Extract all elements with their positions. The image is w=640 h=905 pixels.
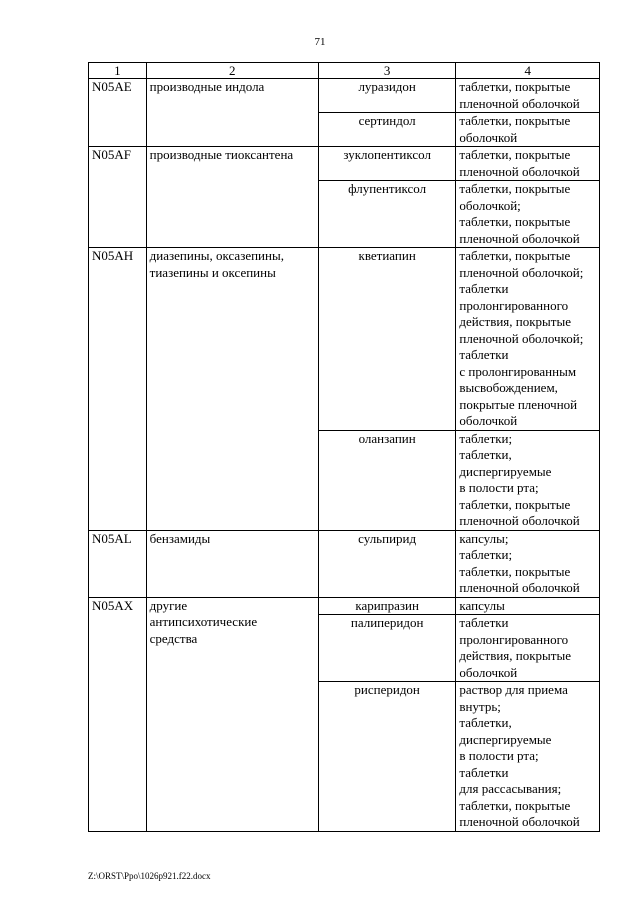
header-col-4: 4 [456,63,600,79]
dosage-form-line: капсулы [459,597,505,613]
drug-name-cell: зуклопентиксол [318,147,456,181]
dosage-form-line: покрытые пленочной [459,396,578,412]
dosage-form-line: в полости рта; [459,480,539,495]
table-header-row [89,63,600,79]
dosage-form-line: диспергируемые [459,731,552,747]
group-name-line: бензамиды [149,530,211,546]
dosage-form-line: таблетки, покрытые [459,496,571,512]
dosage-form-line: пленочной оболочкой [459,95,580,111]
header-col-3: 3 [318,63,456,79]
atc-code-cell: N05AE [89,79,147,147]
drug-name-cell: сульпирид [318,530,456,597]
group-name-line: средства [149,630,198,646]
dosage-form-line: действия, покрытые [459,314,571,329]
header-col-1: 1 [89,63,147,79]
dosage-form-cell [456,682,600,832]
drug-name-cell: кветиапин [318,248,456,431]
dosage-form-cell [456,181,600,248]
dosage-form-cell [456,248,600,431]
drug-name-cell: оланзапин [318,430,456,530]
atc-code-cell: N05AX [89,597,147,831]
drug-name-cell: палиперидон [318,615,456,682]
dosage-form-line: таблетки [459,764,509,780]
group-name-line: производные индола [149,79,265,94]
group-name-line: производные тиоксантена [149,147,294,162]
drug-name-cell: рисперидон [318,682,456,832]
group-name-cell [146,147,318,248]
dosage-form-line: оболочкой; [459,197,521,213]
drug-name-cell: карипразин [318,597,456,615]
dosage-form-line: таблетки, покрытые [459,248,571,263]
dosage-form-cell [456,430,600,530]
group-name-line: антипсихотические [149,614,258,629]
dosage-form-line: пленочной оболочкой; [459,330,584,346]
dosage-form-line: пленочной оболочкой [459,814,580,829]
table-row [89,530,600,597]
table-row [89,597,600,615]
dosage-form-line: пленочной оболочкой [459,163,580,179]
dosage-form-line: действия, покрытые [459,648,571,663]
dosage-form-cell [456,79,600,113]
group-name-cell [146,248,318,531]
dosage-form-line: с пролонгированным [459,363,577,379]
dosage-form-cell [456,530,600,597]
dosage-form-line: таблетки [459,347,509,362]
group-name-line: тиазепины и оксепины [149,264,276,280]
header-col-2: 2 [146,63,318,79]
dosage-form-line: пленочной оболочкой [459,513,580,528]
group-name-line: другие [149,597,188,613]
dosage-form-line: оболочкой [459,413,518,428]
atc-code-cell: N05AF [89,147,147,248]
dosage-form-cell [456,147,600,181]
dosage-form-line: капсулы; [459,530,509,546]
dosage-form-line: пролонгированного [459,297,569,313]
atc-code-cell: N05AL [89,530,147,597]
dosage-form-line: раствор для приема [459,682,568,697]
dosage-form-line: таблетки, [459,447,512,462]
group-name-cell [146,79,318,147]
drug-name-cell: сертиндол [318,113,456,147]
dosage-form-line: таблетки, покрытые [459,563,571,579]
dosage-form-line: диспергируемые [459,463,552,479]
dosage-form-line: таблетки, покрытые [459,181,571,196]
dosage-form-cell [456,597,600,615]
table-row [89,79,600,113]
dosage-form-line: оболочкой [459,664,518,680]
dosage-form-line: таблетки, покрытые [459,147,571,162]
dosage-form-line: пленочной оболочкой [459,230,580,246]
dosage-form-line: пролонгированного [459,631,569,647]
dosage-form-line: таблетки, [459,715,512,730]
dosage-form-line: таблетки, покрытые [459,214,571,229]
dosage-form-line: оболочкой [459,129,518,145]
drug-table [88,62,600,832]
drug-name-cell: флупентиксол [318,181,456,248]
dosage-form-line: внутрь; [459,698,501,714]
dosage-form-line: таблетки [459,615,509,630]
table-row [89,147,600,181]
page-number: 71 [314,36,326,48]
dosage-form-line: в полости рта; [459,748,539,763]
dosage-form-line: таблетки; [459,430,513,446]
dosage-form-line: таблетки, покрытые [459,113,571,128]
group-name-line: диазепины, оксазепины, [149,248,284,263]
group-name-cell [146,530,318,597]
dosage-form-line: высвобождением, [459,380,558,395]
dosage-form-line: для рассасывания; [459,781,562,796]
footer-file-path: Z:\ORST\Ppo\1026p921.f22.docx [88,871,211,881]
atc-code-cell: N05AH [89,248,147,531]
dosage-form-cell [456,615,600,682]
drug-name-cell: луразидон [318,79,456,113]
dosage-form-line: таблетки [459,281,509,296]
table-row [89,248,600,431]
dosage-form-line: пленочной оболочкой [459,580,580,595]
group-name-cell [146,597,318,831]
dosage-form-line: пленочной оболочкой; [459,264,584,280]
dosage-form-line: таблетки, покрытые [459,79,571,94]
dosage-form-cell [456,113,600,147]
dosage-form-line: таблетки; [459,547,513,562]
dosage-form-line: таблетки, покрытые [459,797,571,813]
